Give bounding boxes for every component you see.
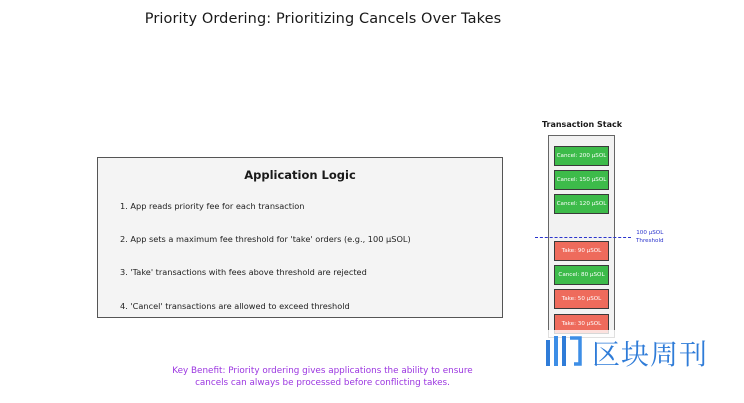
watermark xyxy=(540,330,725,382)
transaction-cancel-150: Cancel: 150 μSOL xyxy=(554,170,609,190)
transaction-take-90: Take: 90 μSOL xyxy=(554,241,609,261)
application-logic-box xyxy=(97,157,503,318)
transaction-cancel-200: Cancel: 200 μSOL xyxy=(554,146,609,166)
logic-step-3: 3. 'Take' transactions with fees above threshold are rejected xyxy=(120,267,367,277)
logic-step-2: 2. App sets a maximum fee threshold for 'take' orders (e.g., 100 μSOL) xyxy=(120,234,411,244)
transaction-cancel-120: Cancel: 120 μSOL xyxy=(554,194,609,214)
key-benefit-line-2: cancels can always be processed before conflicting takes. xyxy=(195,378,450,388)
application-logic-title: Application Logic xyxy=(244,168,356,182)
transaction-take-30: Take: 30 μSOL xyxy=(554,314,609,334)
key-benefit-note xyxy=(100,365,545,389)
watermark-text: 区块周刊 xyxy=(592,338,709,371)
key-benefit-line-1: Key Benefit: Priority ordering gives applications the ability to ensure xyxy=(172,366,473,376)
threshold-line xyxy=(535,237,631,238)
threshold-caption: Threshold xyxy=(636,238,664,244)
transaction-stack-title: Transaction Stack xyxy=(541,120,623,129)
watermark-logo-icon xyxy=(544,334,582,368)
transaction-cancel-80: Cancel: 80 μSOL xyxy=(554,265,609,285)
logic-step-1: 1. App reads priority fee for each transaction xyxy=(120,201,305,211)
threshold-label xyxy=(636,229,664,245)
diagram-title: Priority Ordering: Prioritizing Cancels Over Takes xyxy=(144,11,502,27)
logic-step-4: 4. 'Cancel' transactions are allowed to exceed threshold xyxy=(120,301,350,311)
transaction-take-50: Take: 50 μSOL xyxy=(554,289,609,309)
threshold-value: 100 μSOL xyxy=(636,230,664,236)
